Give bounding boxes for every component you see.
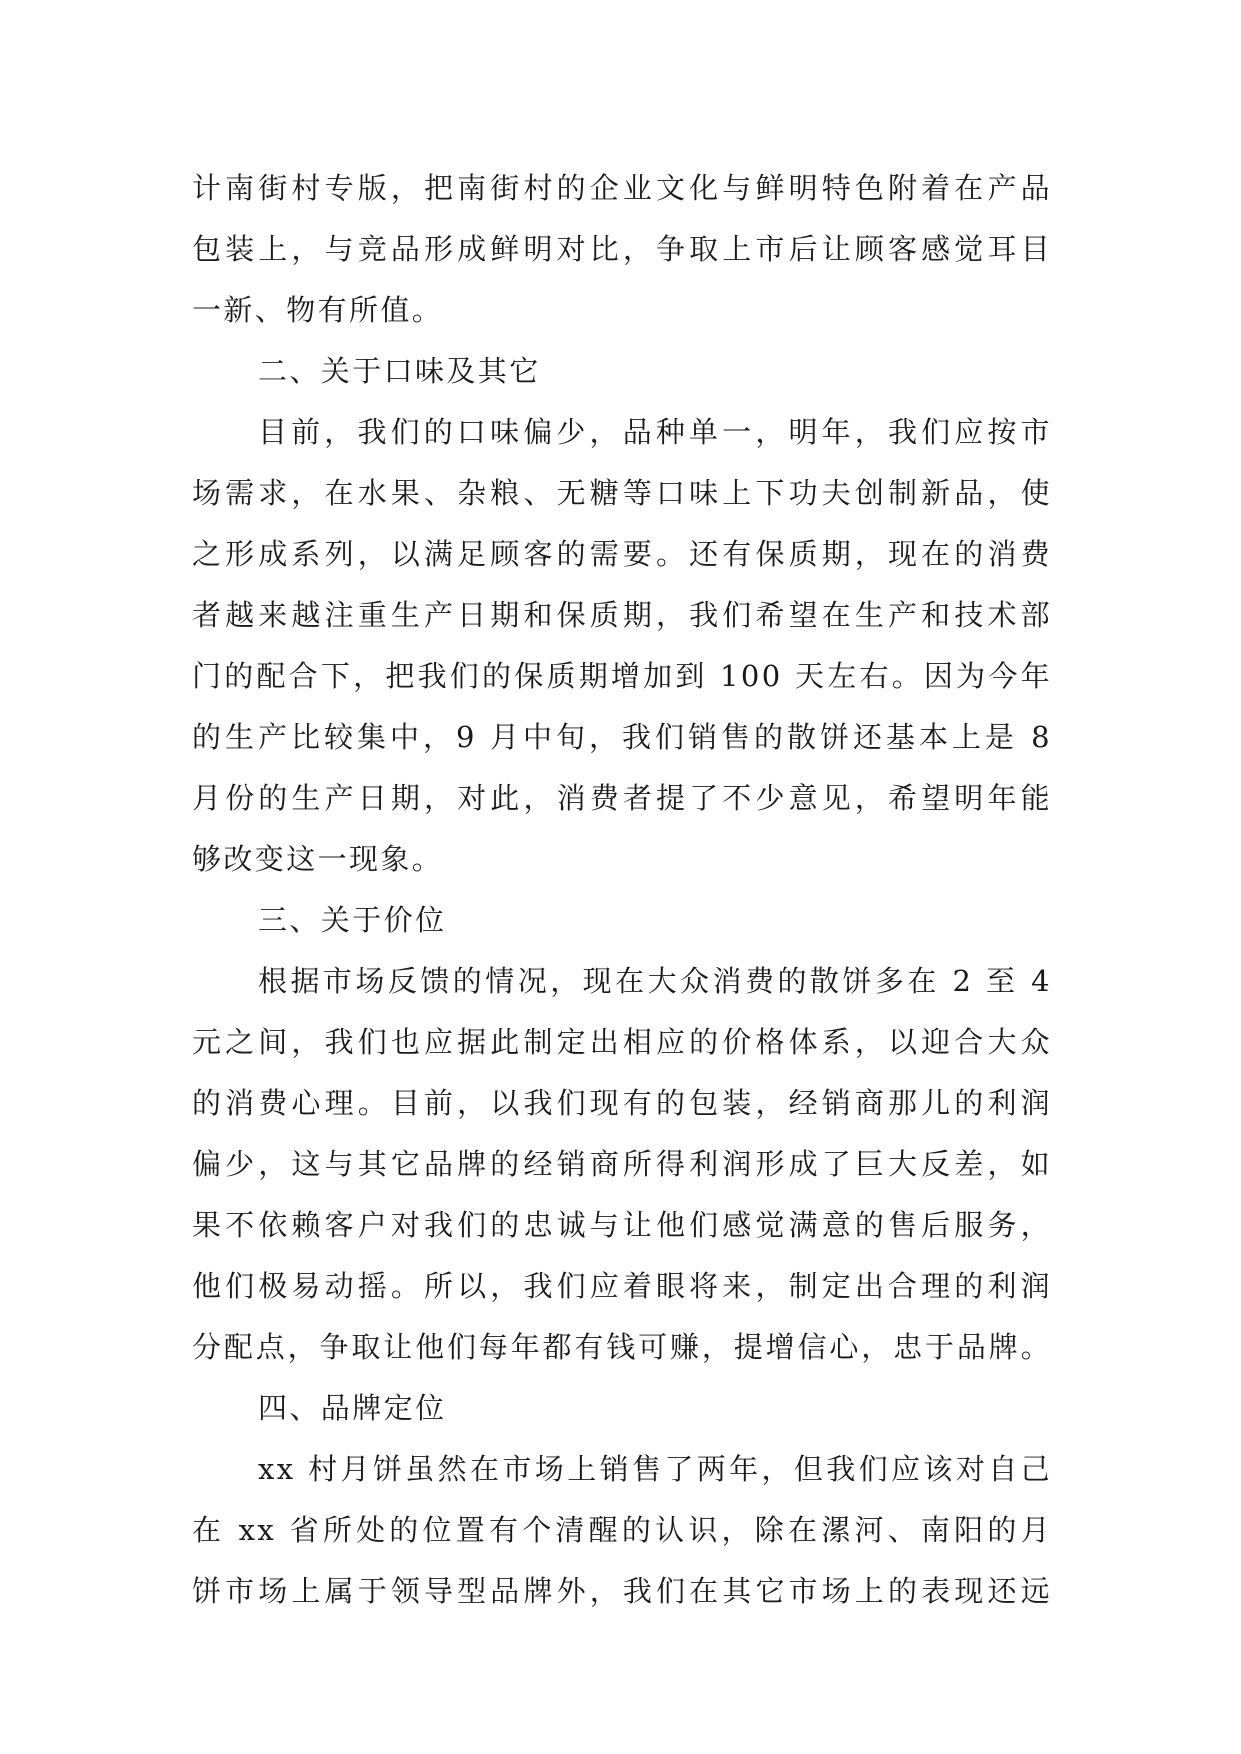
text-line: 偏少，这与其它品牌的经销商所得利润形成了巨大反差，如 [192,1147,1052,1181]
text-line: 月份的生产日期，对此，消费者提了不少意见，希望明年能 [192,781,1052,815]
text-line: 包装上，与竞品形成鲜明对比，争取上市后让顾客感觉耳目 [192,232,1052,266]
text-line: 一新、物有所值。 [192,293,444,327]
text-line: 饼市场上属于领导型品牌外，我们在其它市场上的表现还远 [192,1574,1052,1608]
text-line: 之形成系列，以满足顾客的需要。还有保质期，现在的消费 [192,537,1052,571]
text-line: 的消费心理。目前，以我们现有的包装，经销商那儿的利润 [192,1086,1052,1120]
text-line: 门的配合下，把我们的保质期增加到 100 天左右。因为今年 [192,659,1052,693]
text-line: 目前，我们的口味偏少，品种单一，明年，我们应按市 [258,415,1052,449]
section-heading: 三、关于价位 [258,903,447,937]
text-line: 者越来越注重生产日期和保质期，我们希望在生产和技术部 [192,598,1052,632]
text-line: 够改变这一现象。 [192,842,444,876]
text-line: 场需求，在水果、杂粮、无糖等口味上下功夫创制新品，使 [192,476,1052,510]
text-line: 元之间，我们也应据此制定出相应的价格体系，以迎合大众 [192,1025,1052,1059]
document-body [192,158,1052,1622]
text-line: 分配点，争取让他们每年都有钱可赚，提增信心，忠于品牌。 [192,1330,1052,1364]
text-line: 的生产比较集中，9 月中旬，我们销售的散饼还基本上是 8 [192,720,1052,754]
section-heading: 四、品牌定位 [258,1391,447,1425]
text-line: xx 村月饼虽然在市场上销售了两年，但我们应该对自己 [258,1452,1052,1486]
text-line: 他们极易动摇。所以，我们应着眼将来，制定出合理的利润 [192,1269,1052,1303]
text-line: 计南街村专版，把南街村的企业文化与鲜明特色附着在产品 [192,171,1052,205]
text-line: 果不依赖客户对我们的忠诚与让他们感觉满意的售后服务， [192,1208,1052,1242]
section-heading: 二、关于口味及其它 [258,354,541,388]
text-line: 根据市场反馈的情况，现在大众消费的散饼多在 2 至 4 [258,964,1052,998]
text-line: 在 xx 省所处的位置有个清醒的认识，除在漯河、南阳的月 [192,1513,1052,1547]
